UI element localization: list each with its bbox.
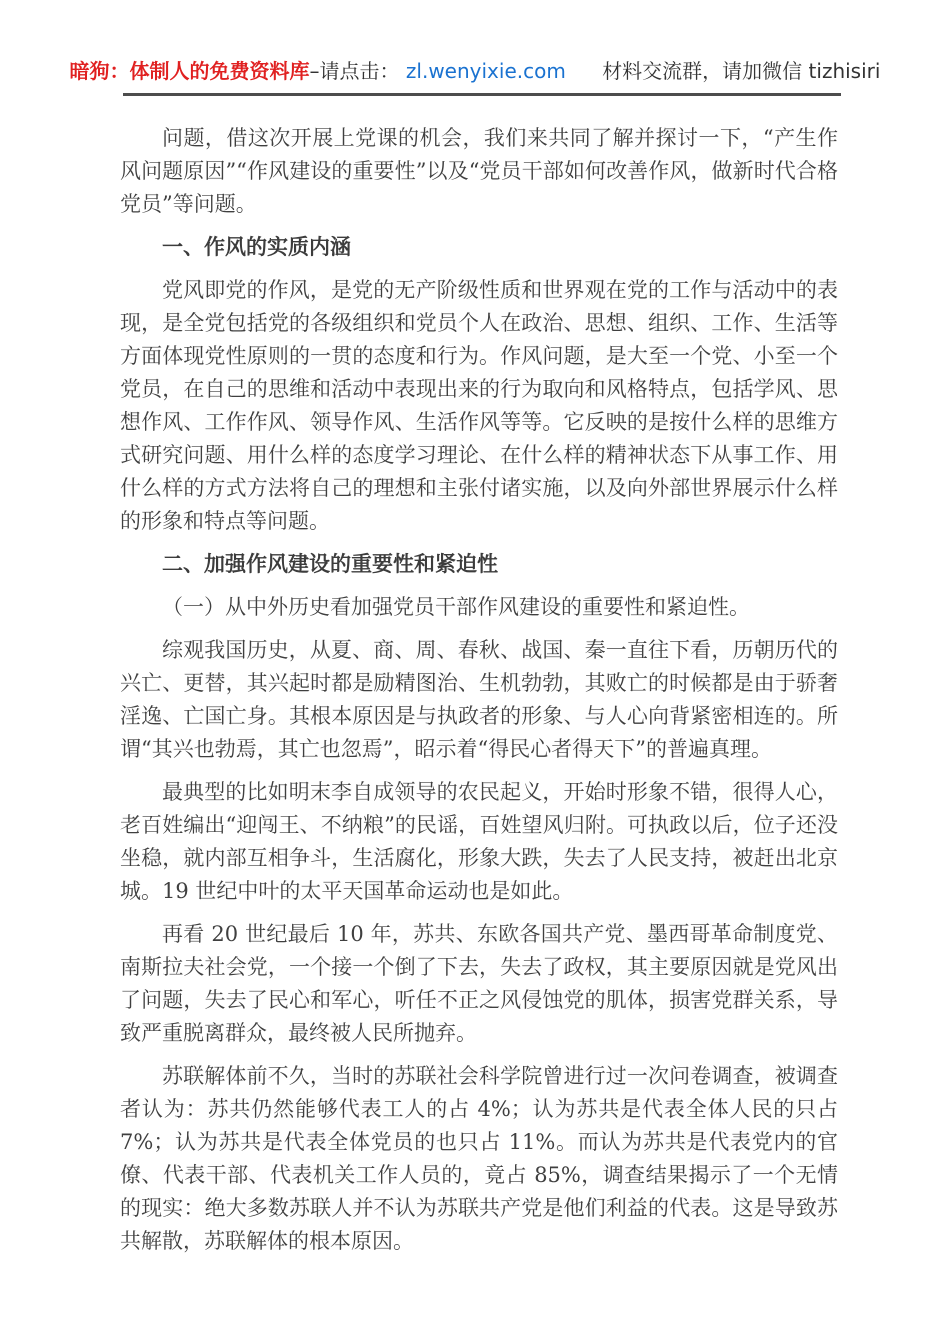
promo-header (0, 0, 950, 86)
paragraph-section1-body: 党风即党的作风，是党的无产阶级性质和世界观在党的工作与活动中的表现，是全党包括党的各级组织和党员个人在政治、思想、组织、工作、生活等方面体现党性原则的一贯的态度和行为。作风问题，是大至一个党、小至一个党员，在自己的思维和活动中表现出来的行为取向和风格特点，包括学风、思想作风、工作作风、领导作风、生活作风等等。它反映的是按什么样的思维方式研究问题、用什么样的态度学习理论、在什么样的精神状态下从事工作、用什么样的方式方法将自己的理想和主张付诸实施，以及向外部世界展示什么样的形象和特点等问题。 (120, 278, 838, 533)
paragraph-lizicheng-example: 最典型的比如明末李自成领导的农民起义，开始时形象不错，很得人心，老百姓编出“迎闯王、不纳粮”的民谣，百姓望风归附。可执政以后，位子还没坐稳，就内部互相争斗，生活腐化，形象大跌，失去了人民支持，被赶出北京城。19 世纪中叶的太平天国革命运动也是如此。 (120, 780, 838, 903)
paragraph-subheading-1: （一）从中外历史看加强党员干部作风建设的重要性和紧迫性。 (162, 595, 750, 619)
paragraph-china-history: 综观我国历史，从夏、商、周、春秋、战国、秦一直往下看，历朝历代的兴亡、更替，其兴起时都是励精图治、生机勃勃，其败亡的时候都是由于骄奢淫逸、亡国亡身。其根本原因是与执政者的形象、与人心向背紧密相连的。所谓“其兴也勃焉，其亡也忽焉”，昭示着“得民心者得天下”的普遍真理。 (120, 638, 838, 761)
document-body (120, 122, 838, 1258)
promo-link[interactable]: zl.wenyixie.com (405, 59, 566, 83)
promo-brand-text: 暗狗：体制人的免费资料库 (69, 59, 310, 83)
promo-click-prefix: –请点击： (309, 59, 400, 83)
section-heading-1: 一、作风的实质内涵 (162, 235, 351, 259)
promo-wechat-text: 材料交流群，请加微信 tizhisiri (602, 59, 881, 83)
paragraph-soviet-survey: 苏联解体前不久，当时的苏联社会科学院曾进行过一次问卷调查，被调查者认为：苏共仍然能够代表工人的占 4%；认为苏共是代表全体人民的只占 7%；认为苏共是代表全体党员的也只占 11%。而认为苏共是代表党内的官僚、代表干部、代表机关工作人员的，竟占 85%，调查结果揭示了一个无情的现实：绝大多数苏联人并不认为苏联共产党是他们利益的代表。这是导致苏共解散，苏联解体的根本原因。 (120, 1064, 838, 1253)
header-divider (123, 93, 841, 96)
paragraph-20th-century: 再看 20 世纪最后 10 年，苏共、东欧各国共产党、墨西哥革命制度党、南斯拉夫社会党，一个接一个倒了下去，失去了政权，其主要原因就是党风出了问题，失去了民心和军心，听任不正之风侵蚀党的肌体，损害党群关系，导致严重脱离群众，最终被人民所抛弃。 (120, 922, 838, 1045)
section-heading-2: 二、加强作风建设的重要性和紧迫性 (162, 552, 498, 576)
paragraph-intro: 问题，借这次开展上党课的机会，我们来共同了解并探讨一下，“产生作风问题原因”“作风建设的重要性”以及“党员干部如何改善作风，做新时代合格党员”等问题。 (120, 126, 838, 216)
